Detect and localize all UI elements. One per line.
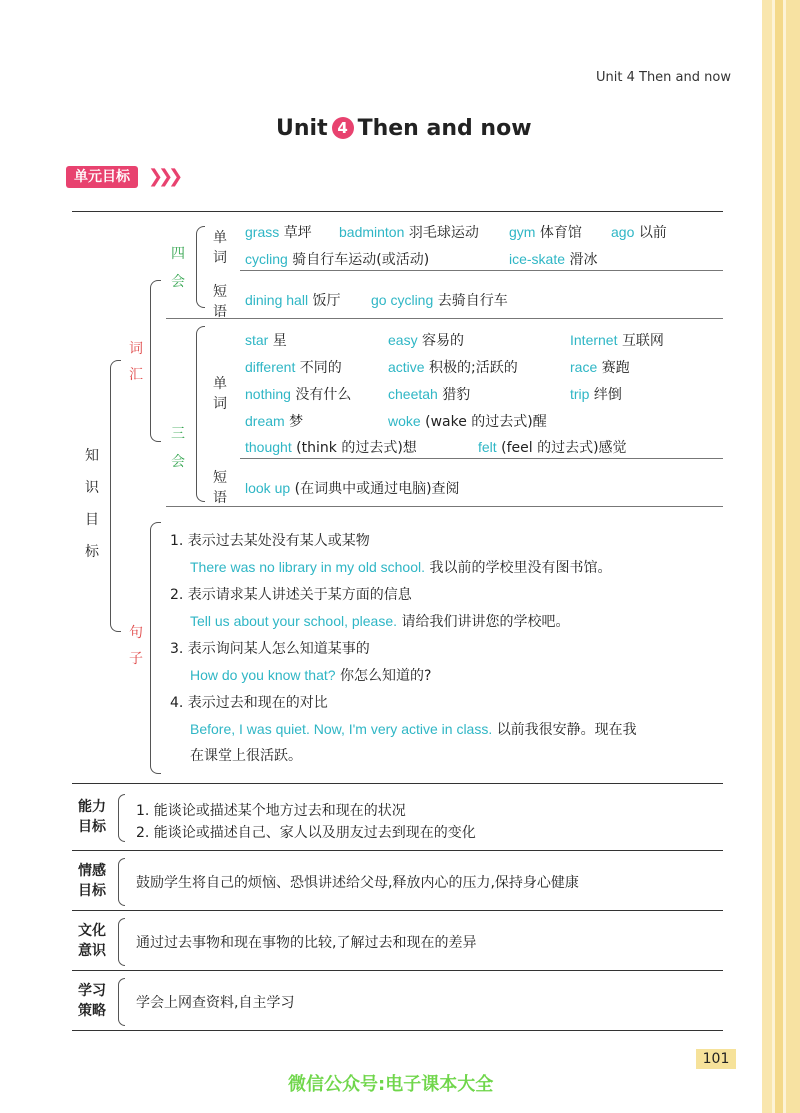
phrase-cn: (在词典中或通过电脑)查阅: [294, 481, 460, 497]
goal-line: 2. 能谈论或描述自己、家人以及朋友过去到现在的变化: [136, 825, 476, 841]
vocab-item: [509, 249, 597, 269]
word-en: ago: [611, 224, 635, 240]
sentence-continuation: 在课堂上很活跃。: [190, 748, 302, 764]
word-cn: 容易的: [422, 333, 465, 349]
phrase-item: [245, 478, 460, 498]
word-cn: 梦: [289, 414, 304, 430]
sentence-heading: 3. 表示询问某人怎么知道某事的: [170, 641, 370, 657]
vocab-item: [388, 330, 464, 350]
divider: [72, 850, 723, 851]
brace: [118, 918, 125, 966]
phrase-cn: 饭厅: [312, 293, 341, 309]
word-cn: 没有什么: [295, 387, 352, 403]
page-edge-stripe: [762, 0, 772, 1113]
vocab-item: [570, 357, 630, 377]
word-en: different: [245, 359, 296, 375]
vocab-item: [388, 357, 518, 377]
brace: [196, 326, 205, 502]
word-cn: 积极的;活跃的: [429, 360, 518, 376]
vocab-item: [245, 384, 351, 404]
word-cn: 草坪: [283, 225, 312, 241]
word-en: ice-skate: [509, 251, 566, 267]
sentence-heading: 4. 表示过去和现在的对比: [170, 695, 328, 711]
word-cn: 不同的: [299, 360, 342, 376]
word-en: woke: [388, 413, 421, 429]
page-edge-stripe: [786, 0, 800, 1113]
brace: [118, 794, 125, 842]
label-four-skills: 四会: [171, 246, 185, 290]
vocab-item: [509, 222, 582, 242]
word-cn: 以前: [638, 225, 667, 241]
phrase-en: go cycling: [371, 292, 434, 308]
word-cn: 猎豹: [442, 387, 471, 403]
divider: [240, 270, 723, 271]
vocab-item: [388, 411, 547, 431]
word-en: easy: [388, 332, 418, 348]
goal-line: 鼓励学生将自己的烦恼、恐惧讲述给父母,释放内心的压力,保持身心健康: [136, 875, 579, 891]
divider: [72, 783, 723, 784]
word-en: badminton: [339, 224, 405, 240]
word-cn: 体育馆: [539, 225, 582, 241]
sentence-en: How do you know that?: [190, 667, 336, 683]
word-cn: (think 的过去式)想: [296, 440, 417, 456]
divider: [72, 1030, 723, 1031]
goal-label-culture: 文化意识: [78, 923, 106, 959]
divider: [72, 910, 723, 911]
phrase-en: look up: [245, 480, 291, 496]
label-words: 单词: [213, 376, 227, 412]
word-en: race: [570, 359, 598, 375]
phrase-item: [371, 290, 508, 310]
brace: [150, 522, 161, 774]
goal-line: 通过过去事物和现在事物的比较,了解过去和现在的差异: [136, 935, 477, 951]
word-en: nothing: [245, 386, 291, 402]
goal-line: 1. 能谈论或描述某个地方过去和现在的状况: [136, 803, 406, 819]
title-prefix: Unit: [276, 116, 328, 141]
sentence-cn: 请给我们讲讲您的学校吧。: [401, 614, 570, 630]
word-cn: 羽毛球运动: [408, 225, 479, 241]
vocab-item: [245, 249, 429, 269]
watermark: 微信公众号:电子课本大全: [288, 1074, 494, 1095]
sentence-example: [190, 611, 569, 631]
brace: [150, 280, 161, 442]
sentence-heading: 1. 表示过去某处没有某人或某物: [170, 533, 370, 549]
word-en: cheetah: [388, 386, 438, 402]
vocab-item: [245, 411, 303, 431]
running-header: Unit 4 Then and now: [596, 70, 731, 85]
word-cn: 滑冰: [569, 252, 598, 268]
divider: [72, 211, 723, 212]
vocab-item: [570, 330, 664, 350]
phrase-item: [245, 290, 341, 310]
word-en: thought: [245, 439, 292, 455]
vocab-item: [245, 330, 287, 350]
page-edge-stripe: [775, 0, 783, 1113]
brace: [118, 978, 125, 1026]
label-sentence: 句子: [129, 625, 143, 667]
sentence-example: [190, 665, 431, 685]
word-cn: 赛跑: [601, 360, 630, 376]
divider: [240, 458, 723, 459]
divider: [166, 318, 723, 319]
label-words: 单词: [213, 230, 227, 266]
sentence-example: [190, 557, 611, 577]
word-cn: 绊倒: [593, 387, 622, 403]
word-en: active: [388, 359, 425, 375]
page-title: [276, 116, 532, 141]
phrase-cn: 去骑自行车: [437, 293, 508, 309]
label-phrases: 短语: [213, 284, 227, 320]
section-badge: 单元目标: [66, 166, 138, 188]
goal-line: 学会上网查资料,自主学习: [136, 995, 295, 1011]
word-en: star: [245, 332, 269, 348]
sentence-heading: 2. 表示请求某人讲述关于某方面的信息: [170, 587, 412, 603]
vocab-item: [339, 222, 479, 242]
word-en: cycling: [245, 251, 288, 267]
word-en: felt: [478, 439, 497, 455]
vocab-item: [611, 222, 667, 242]
chevron-arrows-icon: ❯❯❯: [148, 166, 179, 187]
word-en: dream: [245, 413, 285, 429]
goal-label-strategy: 学习策略: [78, 983, 106, 1019]
title-suffix: Then and now: [357, 116, 532, 141]
label-three-skills: 三会: [171, 426, 185, 470]
word-cn: 互联网: [621, 333, 664, 349]
word-cn: (feel 的过去式)感觉: [501, 440, 627, 456]
divider: [72, 970, 723, 971]
vocab-item: [245, 437, 417, 457]
sentence-en: Tell us about your school, please.: [190, 613, 398, 629]
goal-label-emotion: 情感目标: [78, 863, 106, 899]
sentence-cn: 我以前的学校里没有图书馆。: [429, 560, 612, 576]
label-knowledge-goals: 知识目标: [85, 448, 99, 560]
word-en: grass: [245, 224, 280, 240]
word-cn: 骑自行车运动(或活动): [292, 252, 430, 268]
brace: [196, 226, 205, 308]
sentence-cn: 以前我很安静。现在我: [496, 722, 637, 738]
vocab-item: [478, 437, 627, 457]
vocab-item: [388, 384, 470, 404]
brace: [118, 858, 125, 906]
goal-label-ability: 能力目标: [78, 799, 106, 835]
vocab-item: [570, 384, 622, 404]
word-cn: (wake 的过去式)醒: [425, 414, 547, 430]
label-phrases: 短语: [213, 470, 227, 506]
vocab-item: [245, 222, 312, 242]
divider: [166, 506, 723, 507]
label-vocab: 词汇: [129, 341, 143, 383]
vocab-item: [245, 357, 342, 377]
sentence-en: Before, I was quiet. Now, I'm very active in class.: [190, 721, 493, 737]
word-en: gym: [509, 224, 536, 240]
sentence-cn: 你怎么知道的?: [339, 668, 432, 684]
sentence-example: [190, 719, 637, 739]
word-en: Internet: [570, 332, 618, 348]
page-number: 101: [696, 1049, 736, 1069]
brace: [110, 360, 121, 632]
word-en: trip: [570, 386, 590, 402]
word-cn: 星: [272, 333, 287, 349]
phrase-en: dining hall: [245, 292, 309, 308]
unit-number-badge: 4: [332, 117, 354, 139]
sentence-en: There was no library in my old school.: [190, 559, 425, 575]
